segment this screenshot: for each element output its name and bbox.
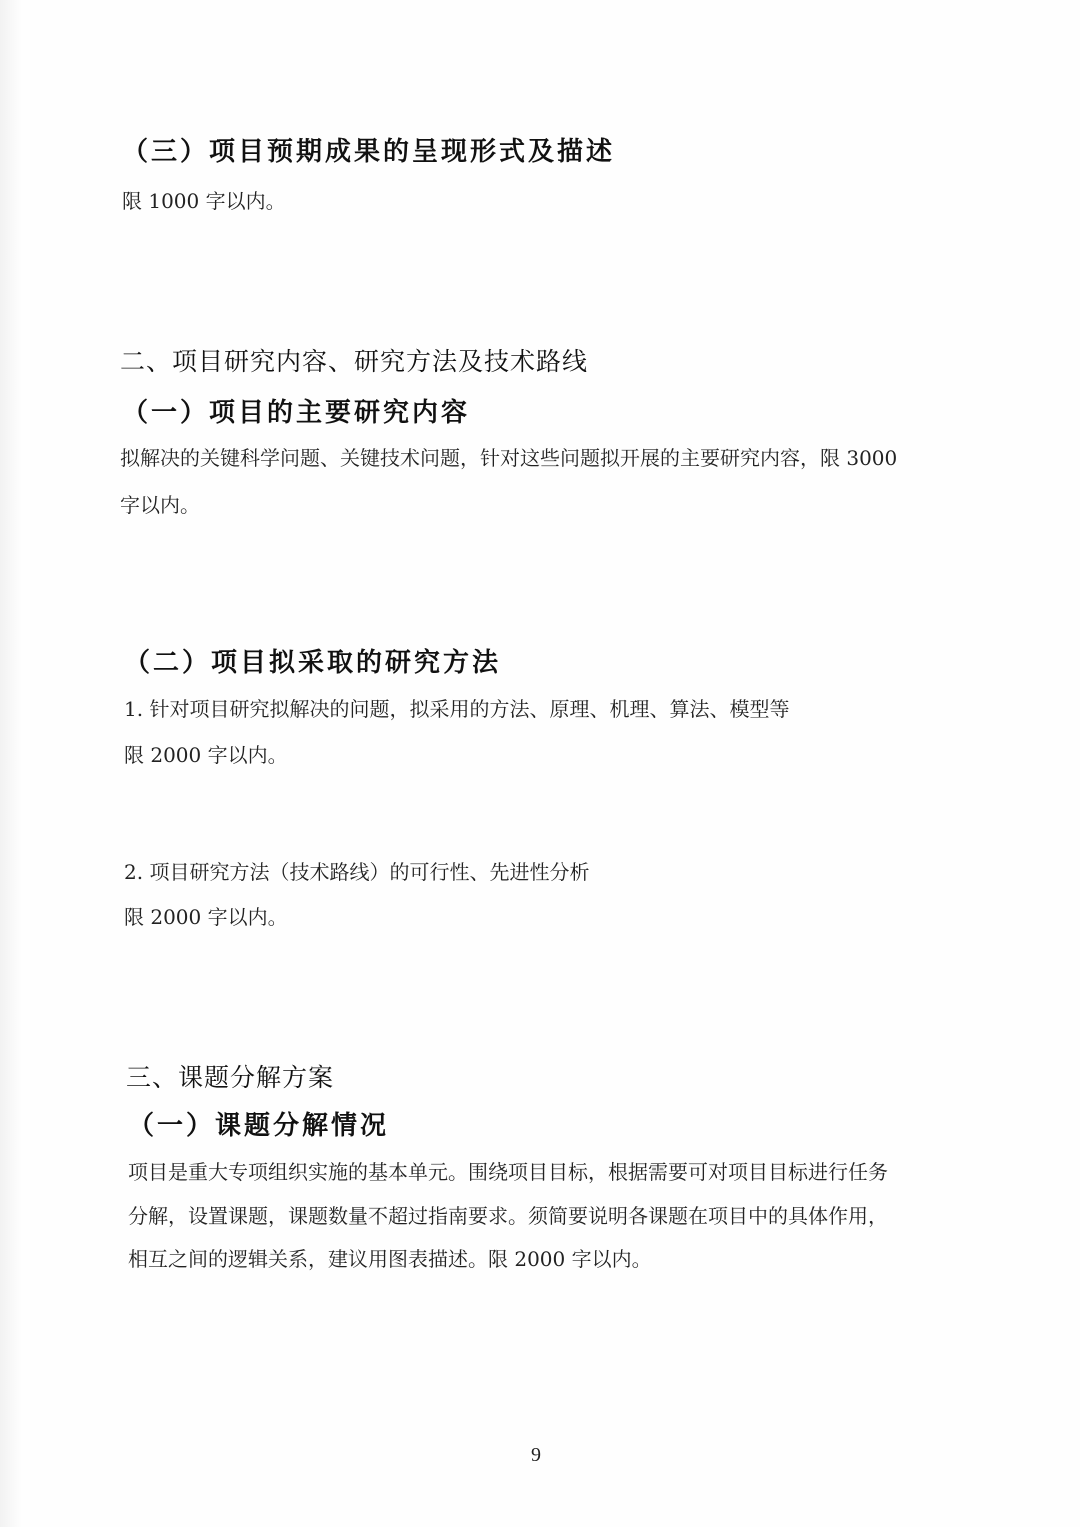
methods-heading: （二）项目拟采取的研究方法 [124, 648, 502, 678]
main-content-heading: （一）项目的主要研究内容 [122, 398, 471, 428]
methods-item1-title: 1. 针对项目研究拟解决的问题，拟采用的方法、原理、机理、算法、模型等 [124, 697, 790, 721]
decomposition-text-line1: 项目是重大专项组织实施的基本单元。围绕项目目标，根据需要可对项目目标进行任务 [128, 1160, 888, 1184]
decomposition-text-line3: 相互之间的逻辑关系，建议用图表描述。限 2000 字以内。 [128, 1247, 652, 1271]
methods-item2-title: 2. 项目研究方法（技术路线）的可行性、先进性分析 [124, 860, 590, 884]
main-content-text-line1: 拟解决的关键科学问题、关键技术问题，针对这些问题拟开展的主要研究内容，限 3000 [120, 446, 898, 470]
methods-item1-text: 限 2000 字以内。 [124, 743, 288, 767]
scan-edge [0, 0, 22, 1527]
expected-results-text: 限 1000 字以内。 [122, 189, 286, 213]
decomposition-sub-heading: （一）课题分解情况 [128, 1111, 390, 1141]
main-content-text-line2: 字以内。 [120, 493, 200, 517]
methods-item2-text: 限 2000 字以内。 [124, 905, 288, 929]
decomposition-text-line2: 分解，设置课题，课题数量不超过指南要求。须简要说明各课题在项目中的具体作用， [128, 1204, 888, 1228]
research-section-heading: 二、项目研究内容、研究方法及技术路线 [120, 347, 589, 376]
page-number: 9 [531, 1444, 541, 1466]
decomposition-section-heading: 三、课题分解方案 [126, 1063, 335, 1092]
expected-results-heading: （三）项目预期成果的呈现形式及描述 [122, 137, 616, 167]
